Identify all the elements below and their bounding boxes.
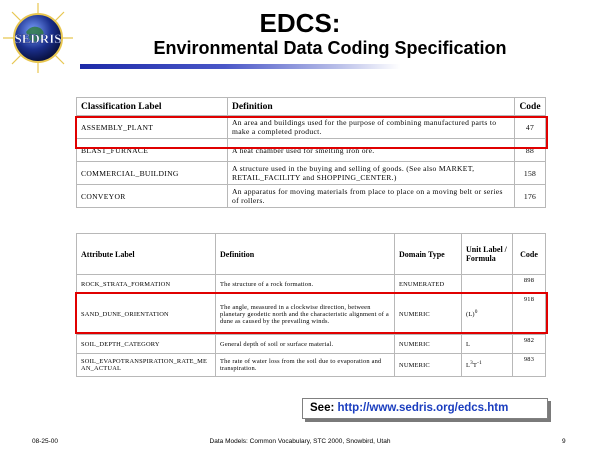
attribute-code: 982 — [513, 335, 546, 354]
column-header: Unit Label / Formula — [462, 234, 513, 275]
unit-exponent-2: -1 — [477, 360, 482, 367]
page-title: EDCS: — [259, 8, 341, 38]
attribute-definition: General depth of soil or surface material. — [216, 335, 395, 354]
attribute-label: SOIL_DEPTH_CATEGORY — [77, 335, 216, 354]
classification-definition: An apparatus for moving materials from place to place on a moving belt or series of rollers. — [228, 185, 515, 208]
page-number: 9 — [562, 438, 566, 445]
see-also-box — [302, 398, 548, 419]
column-header: Attribute Label — [77, 234, 216, 275]
logo-text: SEDRIS — [14, 31, 62, 46]
classification-definition: A structure used in the buying and selling of goods. (See also MARKET, RETAIL_FACILITY and SHOPPING_CENTER.) — [228, 162, 515, 185]
footer-caption: Data Models: Common Vocabulary, STC 2000, Snowbird, Utah — [209, 438, 391, 445]
classification-code: 88 — [515, 139, 546, 162]
column-header: Definition — [228, 98, 515, 116]
see-prefix: See: — [310, 402, 338, 414]
column-header: Domain Type — [395, 234, 462, 275]
highlight-sand-dune-orientation — [75, 292, 548, 334]
attribute-code: 983 — [513, 354, 546, 377]
highlight-assembly-plant — [75, 116, 548, 149]
attribute-label: SOIL_EVAPOTRANSPIRATION_RATE_MEAN_ACTUAL — [77, 354, 216, 377]
attribute-definition: The angle, measured in a clockwise direction, between planetary geodetic north and the characteristic alignment of a dune as caused by the prevailing winds. — [216, 294, 395, 335]
attribute-domain: ENUMERATED — [395, 275, 462, 294]
attribute-unit: L — [462, 335, 513, 354]
classification-definition: A heat chamber used for smelting iron ore. — [228, 139, 515, 162]
attribute-domain: NUMERIC — [395, 294, 462, 335]
unit-exponent: 0 — [474, 309, 478, 316]
table-header-row — [77, 98, 546, 116]
edcs-link[interactable]: http://www.sedris.org/edcs.htm — [337, 402, 509, 414]
classification-label: COMMERCIAL_BUILDING — [77, 162, 228, 185]
table-row — [77, 162, 546, 185]
column-header: Classification Label — [77, 98, 228, 116]
classification-code: 176 — [515, 185, 546, 208]
attribute-domain: NUMERIC — [395, 335, 462, 354]
classification-table — [76, 97, 546, 208]
classification-definition: An area and buildings used for the purpose of combining manufactured parts to make a completed product. — [228, 116, 515, 139]
attribute-unit — [462, 275, 513, 294]
footer-date: 08-25-00 — [32, 438, 59, 445]
unit-exponent: 3 — [470, 360, 473, 367]
attribute-domain: NUMERIC — [395, 354, 462, 377]
unit-base: (L) — [466, 311, 475, 319]
attribute-definition: The structure of a rock formation. — [216, 275, 395, 294]
table-row — [77, 275, 546, 294]
classification-code: 158 — [515, 162, 546, 185]
table-header-row — [77, 234, 546, 275]
table-row — [77, 354, 546, 377]
unit-base: L — [466, 362, 471, 370]
classification-label: ASSEMBLY_PLANT — [77, 116, 228, 139]
attribute-definition: The rate of water loss from the soil due to evaporation and transpiration. — [216, 354, 395, 377]
classification-label: CONVEYOR — [77, 185, 228, 208]
classification-code: 47 — [515, 116, 546, 139]
classification-label: BLAST_FURNACE — [77, 139, 228, 162]
attribute-code: 918 — [513, 294, 546, 335]
column-header: Definition — [216, 234, 395, 275]
attribute-unit — [462, 354, 513, 377]
unit-base-2: T — [472, 362, 478, 370]
column-header: Code — [513, 234, 546, 275]
title-underline — [80, 64, 400, 69]
attribute-label: ROCK_STRATA_FORMATION — [77, 275, 216, 294]
attribute-label: SAND_DUNE_ORIENTATION — [77, 294, 216, 335]
table-row — [77, 335, 546, 354]
attribute-code: 898 — [513, 275, 546, 294]
column-header: Code — [515, 98, 546, 116]
table-row — [77, 185, 546, 208]
page-subtitle: Environmental Data Coding Specification — [153, 38, 507, 58]
